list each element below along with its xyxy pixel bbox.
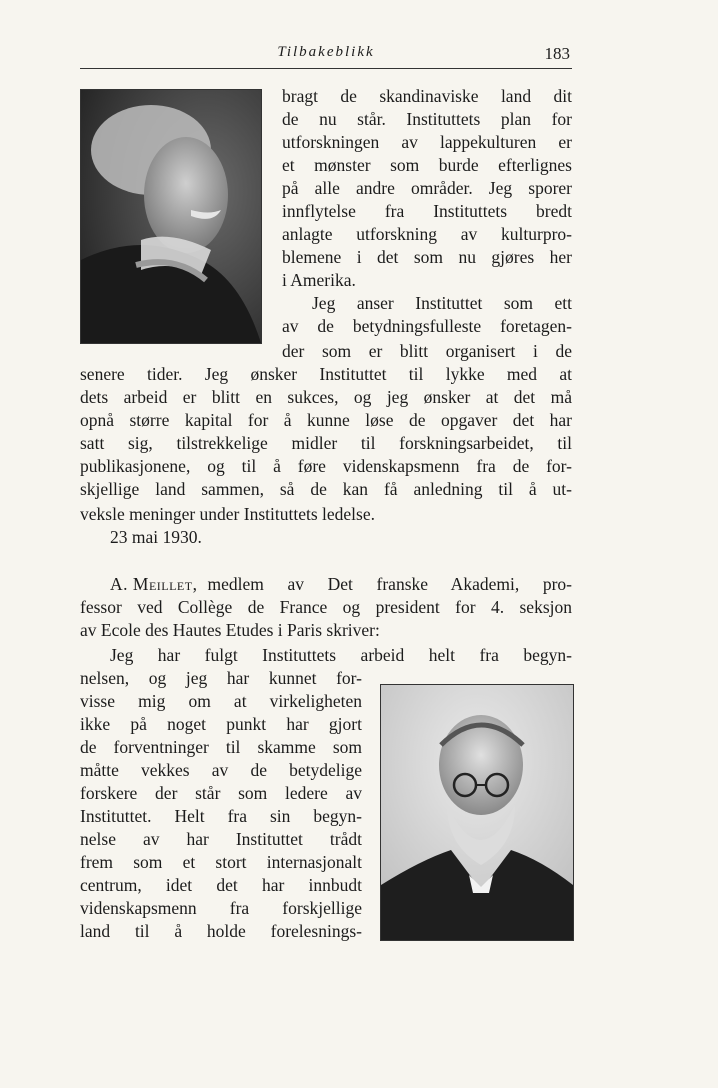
text-line: Jeg anser Instituttet som ett	[312, 293, 572, 313]
text-line: der som er blitt organisert i de	[282, 341, 572, 361]
portrait-top-image	[81, 90, 261, 343]
portrait-photo-top	[80, 89, 262, 344]
text-line: ikke på noget punkt har gjort	[80, 714, 362, 734]
running-title: Tilbakeblikk	[277, 44, 375, 60]
date-line: 23 mai 1930.	[110, 527, 202, 547]
text-line: skjellige land sammen, så de kan få anledning til å ut-	[80, 479, 572, 499]
portrait-photo-bottom	[380, 684, 574, 941]
text-line: opnå større kapital for å kunne løse de opgaver det har	[80, 410, 572, 430]
text-line: land til å holde forelesnings-	[80, 921, 362, 941]
text-line: av de betydningsfulleste foretagen-	[282, 316, 572, 336]
text-line: i Amerika.	[282, 270, 356, 290]
text-line: dets arbeid er blitt en sukces, og jeg ønsker at det må	[80, 387, 572, 407]
text-line: av Ecole des Hautes Etudes i Paris skriver:	[80, 620, 380, 640]
text-line: innflytelse fra Instituttets bredt	[282, 201, 572, 221]
text-line: de forventninger til skamme som	[80, 737, 362, 757]
text-line: videnskapsmenn fra forskjellige	[80, 898, 362, 918]
text-line: nelse av har Instituttet trådt	[80, 829, 362, 849]
text-line: de nu står. Instituttets plan for	[282, 109, 572, 129]
text-line: nelsen, og jeg har kunnet for-	[80, 668, 362, 688]
text-line: blemene i det som nu gjøres her	[282, 247, 572, 267]
text-line: veksle meninger under Instituttets ledelse.	[80, 504, 375, 524]
text-line: utforskningen av lappekulturen er	[282, 132, 572, 152]
text-line: bragt de skandinaviske land dit	[282, 86, 572, 106]
text-line: senere tider. Jeg ønsker Instituttet til lykke med at	[80, 364, 572, 384]
portrait-bottom-image	[381, 685, 573, 940]
text-line: frem som et stort internasjonalt	[80, 852, 362, 872]
text-line: Jeg har fulgt Instituttets arbeid helt fra begyn-	[110, 645, 572, 665]
text-line: Instituttet. Helt fra sin begyn-	[80, 806, 362, 826]
text-line: fessor ved Collège de France og president for 4. seksjon	[80, 597, 572, 617]
text-line: centrum, idet det har innbudt	[80, 875, 362, 895]
text-line: anlagte utforskning av kulturpro-	[282, 224, 572, 244]
page-number: 183	[544, 44, 570, 63]
author-intro: medlem av Det franske Akademi, pro-	[207, 574, 572, 594]
text-line: publikasjonene, og til å føre videnskapsmenn fra de for-	[80, 456, 572, 476]
text-line: på alle andre områder. Jeg sporer	[282, 178, 572, 198]
page-header	[80, 44, 572, 69]
text-line: et mønster som burde efterlignes	[282, 155, 572, 175]
text-line: forskere der står som ledere av	[80, 783, 362, 803]
author-line	[110, 573, 572, 596]
text-line: visse mig om at virkeligheten	[80, 691, 362, 711]
author-name: A. Meillet,	[110, 574, 198, 594]
text-line: satt sig, tilstrekkelige midler til forskningsarbeidet, til	[80, 433, 572, 453]
text-line: måtte vekkes av de betydelige	[80, 760, 362, 780]
